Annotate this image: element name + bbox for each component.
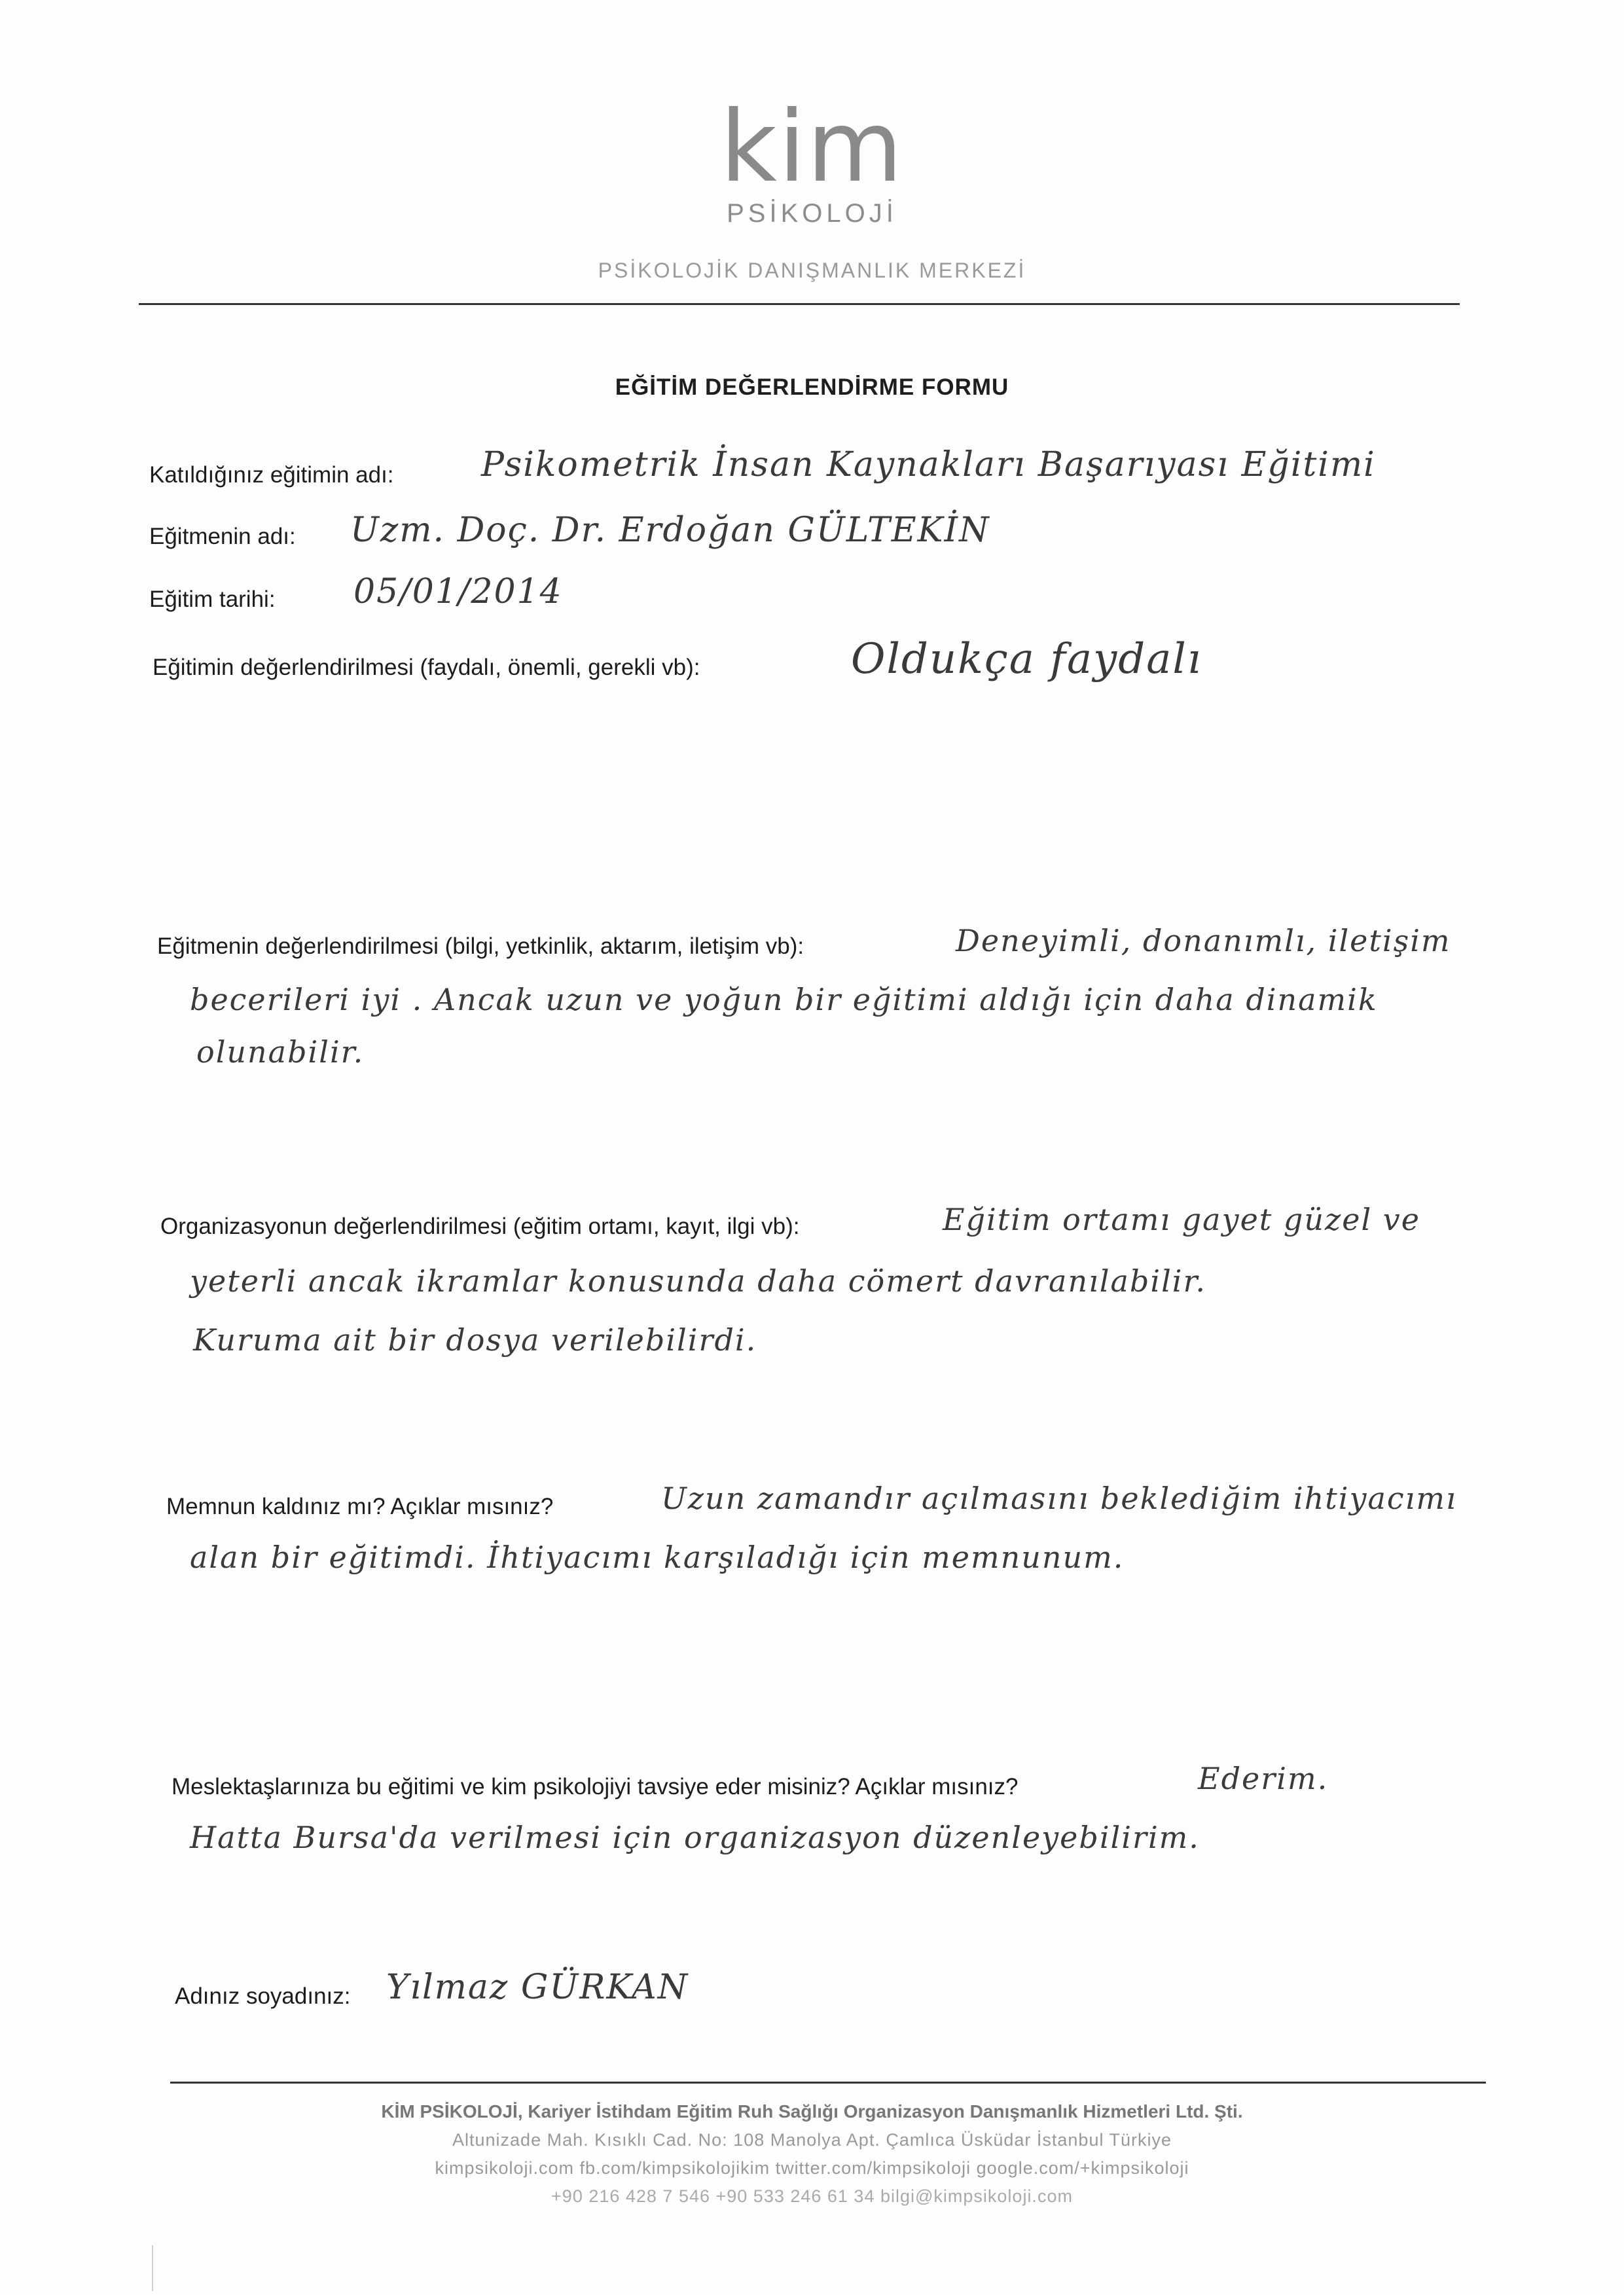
footer-contact: +90 216 428 7 546 +90 533 246 61 34 bilgi@kimpsikoloji.com <box>551 2186 1073 2206</box>
training-name-label: Katıldığınız eğitimin adı: <box>149 462 394 488</box>
satisfaction-line-2: alan bir eğitimdi. İhtiyacımı karşıladığı için memnunum. <box>190 1540 1125 1575</box>
logo-subtitle: PSİKOLOJİ <box>727 199 897 228</box>
training-name-value: Psikometrik İnsan Kaynakları Başarıyası Eğitimi <box>481 445 1376 484</box>
satisfaction-line-1: Uzun zamandır açılmasını beklediğim ihtiyacımı <box>661 1481 1457 1516</box>
footer-address: Altunizade Mah. Kısıklı Cad. No: 108 Manolya Apt. Çamlıca Üsküdar İstanbul Türkiye <box>452 2130 1172 2150</box>
recommend-label: Meslektaşlarınıza bu eğitimi ve kim psikolojiyi tavsiye eder misiniz? Açıklar mısınız? <box>171 1774 1019 1799</box>
footer-company: KİM PSİKOLOJİ, Kariyer İstihdam Eğitim Ruh Sağlığı Organizasyon Danışmanlık Hizmetleri Ltd. Şti. <box>381 2101 1243 2122</box>
org-eval-line-3: Kuruma ait bir dosya verilebilirdi. <box>193 1322 757 1358</box>
recommend-line-2: Hatta Bursa'da verilmesi için organizasyon düzenleyebilirim. <box>190 1820 1200 1855</box>
header-divider <box>139 303 1460 305</box>
satisfaction-label: Memnun kaldınız mı? Açıklar mısınız? <box>166 1494 554 1519</box>
trainer-eval-line-1: Deneyimli, donanımlı, iletişim <box>956 923 1451 958</box>
recommend-line-1: Ederim. <box>1198 1761 1329 1796</box>
training-date-label: Eğitim tarihi: <box>149 587 276 612</box>
training-eval-label: Eğitimin değerlendirilmesi (faydalı, önemli, gerekli vb): <box>153 655 700 680</box>
trainer-name-label: Eğitmenin adı: <box>149 524 296 549</box>
training-date-value: 05/01/2014 <box>353 572 563 611</box>
trainer-name-value: Uzm. Doç. Dr. Erdoğan GÜLTEKİN <box>350 511 990 550</box>
footer <box>0 2101 1624 2207</box>
scan-edge-mark <box>152 2245 153 2291</box>
letterhead <box>0 90 1624 283</box>
org-eval-line-1: Eğitim ortamı gayet güzel ve <box>943 1202 1420 1237</box>
form-title: EĞİTİM DEĞERLENDİRME FORMU <box>615 374 1009 400</box>
trainer-eval-line-2: becerileri iyi . Ancak uzun ve yoğun bir eğitimi aldığı için daha dinamik <box>190 982 1378 1017</box>
footer-web-links: kimpsikoloji.com fb.com/kimpsikolojikim twitter.com/kimpsikoloji google.com/+kimpsikoloji <box>435 2158 1189 2178</box>
logo: kim <box>720 90 904 204</box>
training-eval-value: Oldukça faydalı <box>851 635 1202 683</box>
org-eval-label: Organizasyonun değerlendirilmesi (eğitim ortamı, kayıt, ilgi vb): <box>160 1214 800 1239</box>
full-name-label: Adınız soyadınız: <box>175 1983 351 2009</box>
trainer-eval-label: Eğitmenin değerlendirilmesi (bilgi, yetkinlik, aktarım, iletişim vb): <box>157 933 804 959</box>
full-name-value: Yılmaz GÜRKAN <box>386 1968 689 2007</box>
footer-divider <box>170 2082 1486 2084</box>
tagline: PSİKOLOJİK DANIŞMANLIK MERKEZİ <box>598 259 1026 282</box>
trainer-eval-line-3: olunabilir. <box>196 1034 365 1070</box>
org-eval-line-2: yeterli ancak ikramlar konusunda daha cömert davranılabilir. <box>190 1263 1207 1299</box>
